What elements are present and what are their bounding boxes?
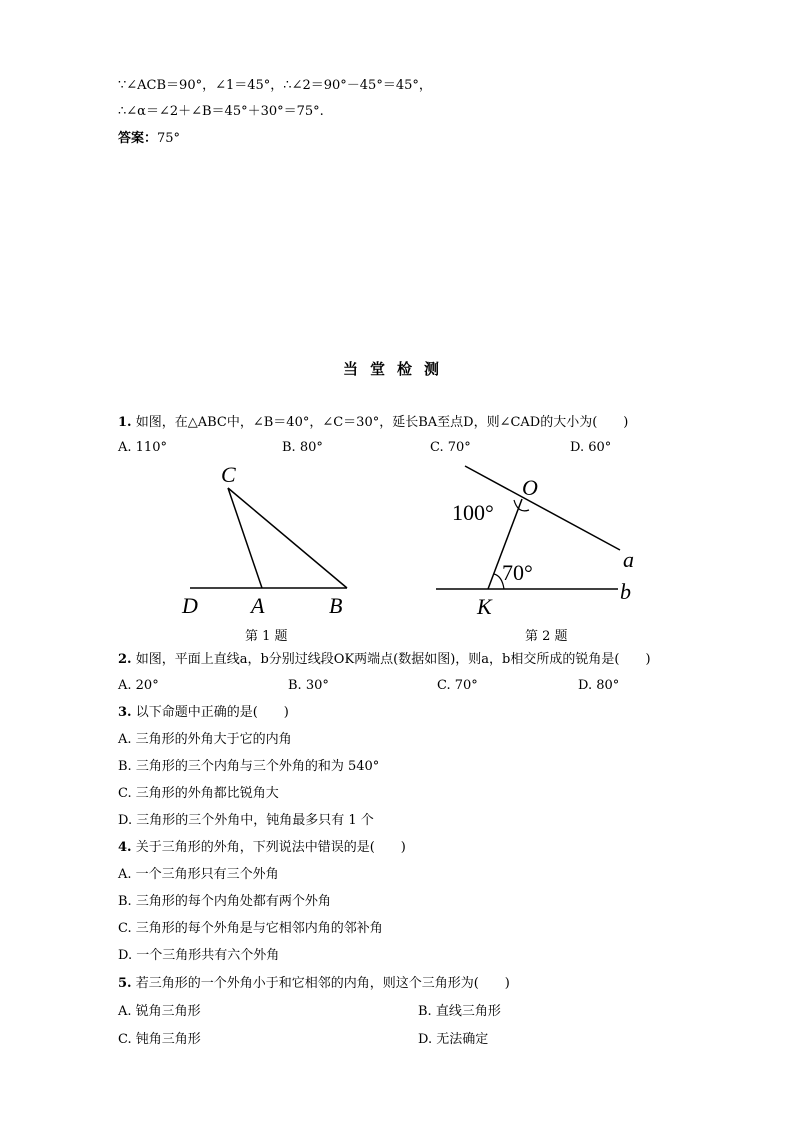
label-k: K — [477, 594, 492, 619]
label-d: D — [182, 593, 198, 618]
side-cb — [228, 488, 347, 588]
answer-line — [118, 131, 180, 147]
option-b: B. 80° — [282, 440, 323, 455]
question-number: 2. — [118, 652, 132, 667]
question-number: 5. — [118, 976, 132, 991]
figure-2-caption: 第 2 题 — [525, 629, 568, 644]
option-d: D. 无法确定 — [418, 1032, 489, 1047]
option-c: C. 三角形的外角都比锐角大 — [118, 786, 279, 801]
option-a: A. 一个三角形只有三个外角 — [118, 867, 279, 882]
option-b: B. 直线三角形 — [418, 1004, 501, 1019]
solution-line-1: ∵∠ACB＝90°，∠1＝45°，∴∠2＝90°－45°＝45°， — [118, 78, 432, 93]
option-a: A. 20° — [118, 678, 159, 693]
option-d: D. 一个三角形共有六个外角 — [118, 948, 280, 963]
section-title: 当堂检测 — [342, 360, 451, 378]
answer-label: 答案： — [118, 131, 158, 146]
option-a: A. 三角形的外角大于它的内角 — [118, 732, 292, 747]
option-d: D. 80° — [578, 678, 620, 693]
figure-2-lines — [430, 458, 645, 623]
question-text: 若三角形的一个外角小于和它相邻的内角，则这个三角形为( ) — [135, 976, 510, 991]
label-a-line: a — [623, 547, 634, 572]
question-text: 以下命题中正确的是( ) — [135, 705, 289, 720]
option-c: C. 三角形的每个外角是与它相邻内角的邻补角 — [118, 921, 383, 936]
option-d: D. 60° — [570, 440, 612, 455]
option-b: B. 三角形的每个内角处都有两个外角 — [118, 894, 331, 909]
option-a: A. 锐角三角形 — [118, 1004, 201, 1019]
question-text: 如图，平面上直线a，b分别过线段OK两端点(数据如图)，则a，b相交所成的锐角是( ) — [135, 652, 651, 667]
label-c: C — [221, 462, 236, 487]
question-text: 如图，在△ABC中，∠B＝40°，∠C＝30°，延长BA至点D，则∠CAD的大小为( ) — [135, 415, 629, 430]
question-3 — [118, 705, 289, 721]
label-a: A — [251, 593, 265, 618]
question-number: 3. — [118, 705, 132, 720]
question-1 — [118, 415, 628, 431]
option-c: C. 钝角三角形 — [118, 1032, 201, 1047]
option-b: B. 30° — [288, 678, 329, 693]
label-b-line: b — [620, 579, 631, 604]
question-number: 4. — [118, 840, 132, 855]
question-4 — [118, 840, 406, 856]
label-angle-o: 100° — [452, 500, 494, 525]
option-c: C. 70° — [430, 440, 471, 455]
question-text: 关于三角形的外角，下列说法中错误的是( ) — [135, 840, 406, 855]
option-c: C. 70° — [437, 678, 478, 693]
question-2 — [118, 652, 651, 668]
option-a: A. 110° — [118, 440, 167, 455]
label-o: O — [522, 475, 538, 500]
question-number: 1. — [118, 415, 132, 430]
answer-value: 75° — [157, 131, 181, 146]
solution-line-2: ∴∠α＝∠2＋∠B＝45°＋30°＝75°. — [118, 104, 324, 119]
option-b: B. 三角形的三个内角与三个外角的和为 540° — [118, 759, 380, 774]
label-b: B — [329, 593, 343, 618]
option-d: D. 三角形的三个外角中，钝角最多只有 1 个 — [118, 813, 374, 828]
question-5 — [118, 976, 510, 992]
label-angle-k: 70° — [502, 560, 533, 585]
figure-1-triangle — [170, 458, 370, 623]
figure-1-caption: 第 1 题 — [245, 629, 288, 644]
